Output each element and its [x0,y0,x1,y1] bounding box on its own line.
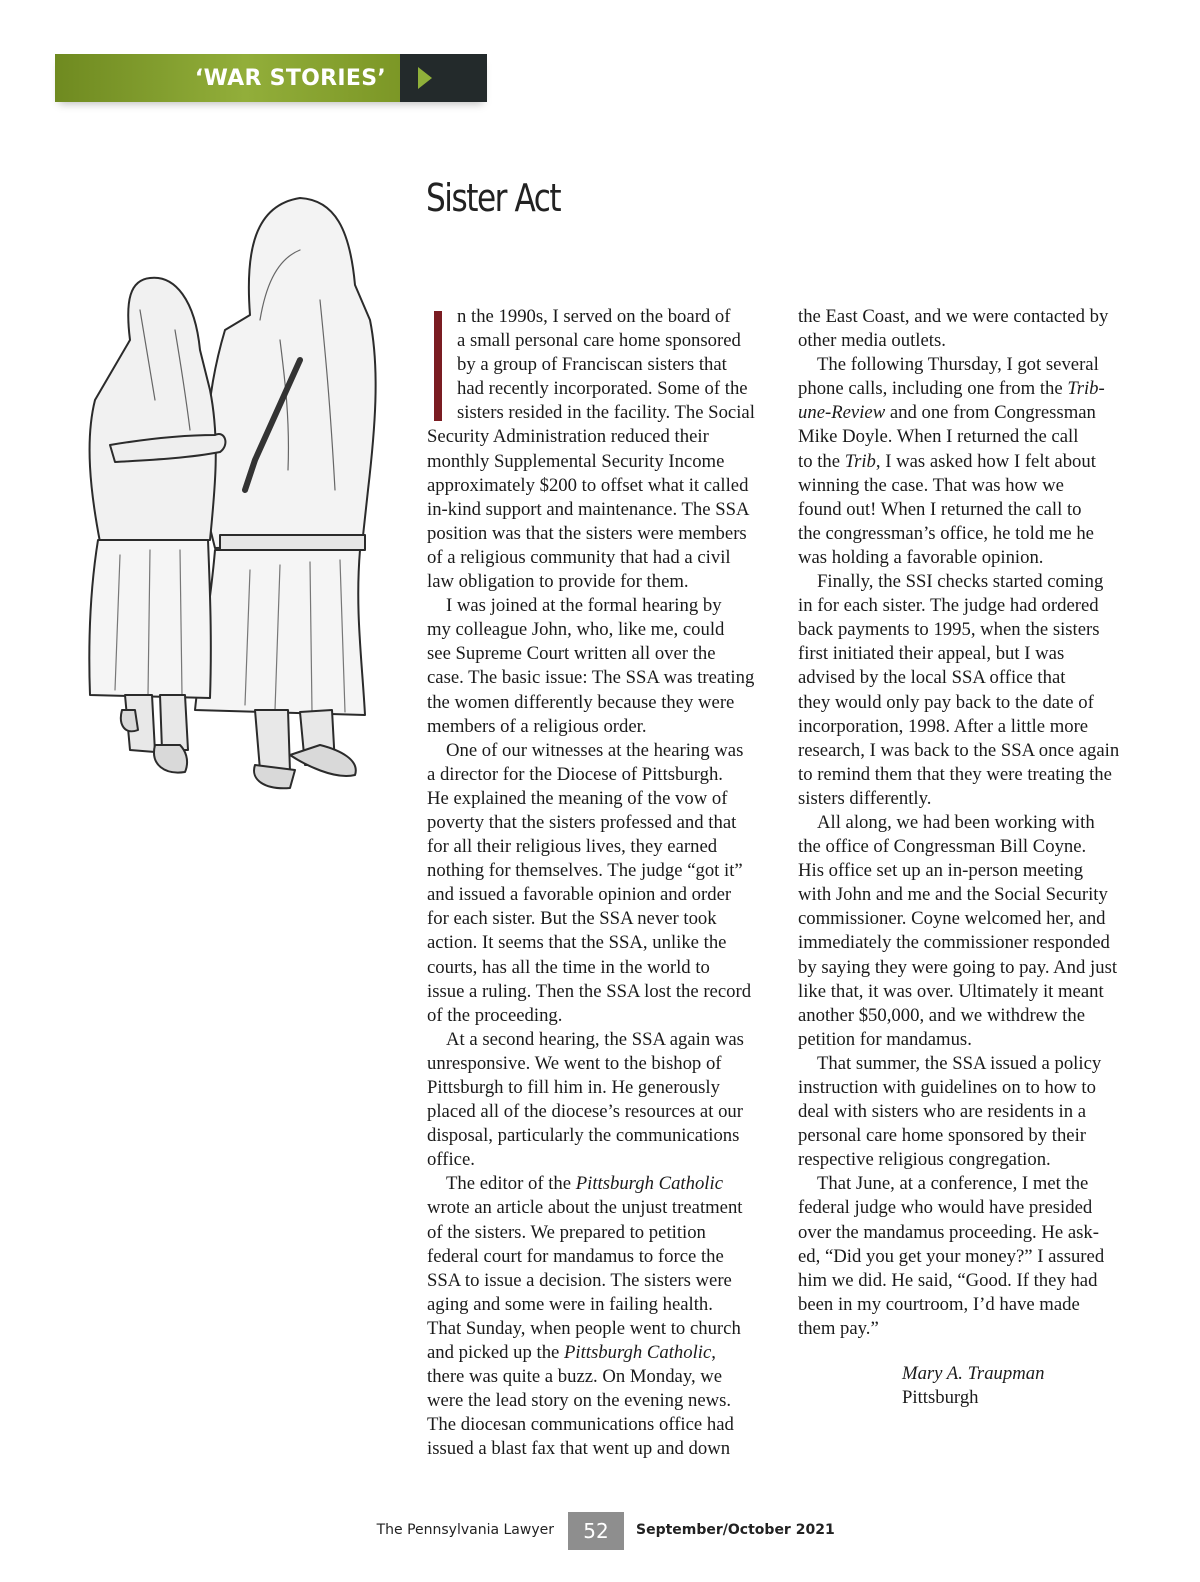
col1-line: for each sister. But the SSA never took [427,908,717,930]
col1-line: One of our witnesses at the hearing was [446,739,744,761]
col1-line: action. It seems that the SSA, unlike the [427,932,727,954]
col2-line: in for each sister. The judge had ordered [798,595,1099,617]
author-signature [902,1362,1044,1410]
section-banner-arrow-box [400,54,487,102]
col2-line: the office of Congressman Bill Coyne. [798,836,1087,858]
section-banner-label: ‘WAR STORIES’ [194,65,386,91]
col2-line: was holding a favorable opinion. [798,546,1044,568]
col2-line: personal care home sponsored by their [798,1125,1087,1147]
col1-line: I was joined at the formal hearing by [446,595,722,617]
col2-line: like that, it was over. Ultimately it meant [798,980,1104,1002]
drop-cap-i [434,311,442,421]
col1-line: That Sunday, when people went to church [427,1317,741,1339]
col1-line: the women differently because they were [427,691,735,713]
col1-line: office. [427,1149,475,1171]
col1-line: aging and some were in failing health. [427,1293,713,1315]
page-number: 52 [568,1512,624,1550]
issue-date: September/October 2021 [636,1522,835,1538]
col1-line: unresponsive. We went to the bishop of [427,1052,722,1074]
col1-line: and issued a favorable opinion and order [427,884,732,906]
col1-line: a small personal care home sponsored [457,330,741,352]
col1-line: see Supreme Court written all over the [427,643,716,665]
article-title: Sister Act [426,176,561,220]
col2-line: Finally, the SSI checks started coming [817,571,1104,593]
col2-line: ed, “Did you get your money?” I assured [798,1245,1105,1267]
col1-line: He explained the meaning of the vow of [427,787,728,809]
col2-line: winning the case. That was how we [798,474,1064,496]
col2-line: The following Thursday, I got several [817,354,1099,376]
col2-line: research, I was back to the SSA once again [798,739,1120,761]
col1-line: issued a blast fax that went up and down [427,1438,731,1460]
col1-line: The editor of the Pittsburgh Catholic [446,1173,723,1195]
col1-line: in-kind support and maintenance. The SSA [427,498,750,520]
col1-line: by a group of Franciscan sisters that [457,354,727,376]
col2-line: found out! When I returned the call to [798,498,1082,520]
col2-line: phone calls, including one from the Trib- [798,378,1105,400]
col2-line: other media outlets. [798,330,946,352]
col2-line: deal with sisters who are residents in a [798,1101,1087,1123]
author-name: Mary A. Traupman [902,1363,1045,1384]
col2-line: une-Review and one from Congressman [798,402,1096,424]
col2-line: they would only pay back to the date of [798,691,1094,713]
col1-line: were the lead story on the evening news. [427,1390,732,1412]
col1-line: federal court for mandamus to force the [427,1245,724,1267]
col2-line: another $50,000, and we withdrew the [798,1004,1085,1026]
col1-line: and picked up the Pittsburgh Catholic, [427,1342,716,1364]
author-location: Pittsburgh [902,1387,979,1409]
section-banner-label-box [55,54,400,102]
col1-line: Security Administration reduced their [427,426,709,448]
col2-line: to remind them that they were treating the [798,763,1112,785]
article-column-1 [427,305,772,1462]
col1-line: of a religious community that had a civil [427,546,731,568]
col1-line: poverty that the sisters professed and that [427,811,737,833]
col2-line: sisters differently. [798,787,932,809]
col2-line: That June, at a conference, I met the [817,1173,1089,1195]
col1-line: approximately $200 to offset what it called [427,474,749,496]
col1-line: placed all of the diocese’s resources at our [427,1101,743,1123]
col1-line: At a second hearing, the SSA again was [446,1028,744,1050]
col1-line: had recently incorporated. Some of the [457,378,748,400]
page-footer [0,1512,1200,1550]
col2-line: the congressman’s office, he told me he [798,522,1094,544]
col1-line: case. The basic issue: The SSA was treating [427,667,755,689]
col2-line: His office set up an in-person meeting [798,860,1084,882]
col2-line: with John and me and the Social Security [798,884,1108,906]
col2-line: advised by the local SSA office that [798,667,1066,689]
col1-line: SSA to issue a decision. The sisters were [427,1269,732,1291]
col2-line: them pay.” [798,1317,879,1339]
col1-line: Pittsburgh to fill him in. He generously [427,1077,720,1098]
col2-line: respective religious congregation. [798,1149,1051,1171]
col1-line: issue a ruling. Then the SSA lost the record [427,980,752,1002]
col2-line: been in my courtroom, I’d have made [798,1293,1080,1315]
col2-line: federal judge who would have presided [798,1197,1093,1219]
col2-line: immediately the commissioner responded [798,932,1110,954]
col2-line: back payments to 1995, when the sisters [798,619,1100,641]
col2-line: the East Coast, and we were contacted by [798,306,1109,327]
col1-line: position was that the sisters were members [427,522,747,544]
col2-line: All along, we had been working with [817,811,1095,833]
col1-line: n the 1990s, I served on the board of [457,306,731,327]
col1-line: courts, has all the time in the world to [427,956,710,978]
col2-line: incorporation, 1998. After a little more [798,715,1089,737]
col1-line: disposal, particularly the communications [427,1125,740,1147]
col1-line: nothing for themselves. The judge “got it” [427,860,743,882]
play-triangle-icon [418,67,432,89]
col1-line: monthly Supplemental Security Income [427,450,725,472]
col1-line: a director for the Diocese of Pittsburgh. [427,763,723,785]
section-banner [55,54,487,102]
article-column-2 [798,305,1143,1341]
col2-line: commissioner. Coyne welcomed her, and [798,908,1106,930]
col1-line: The diocesan communications office had [427,1414,734,1436]
col1-line: sisters resided in the facility. The Social [457,402,755,424]
col2-line: instruction with guidelines on to how to [798,1077,1096,1098]
col1-line: wrote an article about the unjust treatment [427,1197,743,1219]
col2-line: over the mandamus proceeding. He ask- [798,1221,1099,1243]
col1-line: of the sisters. We prepared to petition [427,1221,706,1243]
col1-line: of the proceeding. [427,1004,563,1026]
col2-line: him we did. He said, “Good. If they had [798,1269,1098,1291]
col2-line: first initiated their appeal, but I was [798,643,1065,665]
col1-line: for all their religious lives, they earned [427,836,718,858]
col1-line: members of a religious order. [427,715,647,737]
col1-line: my colleague John, who, like me, could [427,619,725,641]
nuns-walking-illustration [50,190,395,805]
col2-line: by saying they were going to pay. And just [798,956,1118,978]
publication-name: The Pennsylvania Lawyer [376,1522,554,1538]
col2-line: That summer, the SSA issued a policy [817,1052,1102,1074]
col1-line: law obligation to provide for them. [427,571,689,593]
col2-line: to the Trib, I was asked how I felt about [798,450,1096,472]
col2-line: petition for mandamus. [798,1028,972,1050]
col2-line: Mike Doyle. When I returned the call [798,426,1079,448]
col1-line: there was quite a buzz. On Monday, we [427,1366,723,1388]
